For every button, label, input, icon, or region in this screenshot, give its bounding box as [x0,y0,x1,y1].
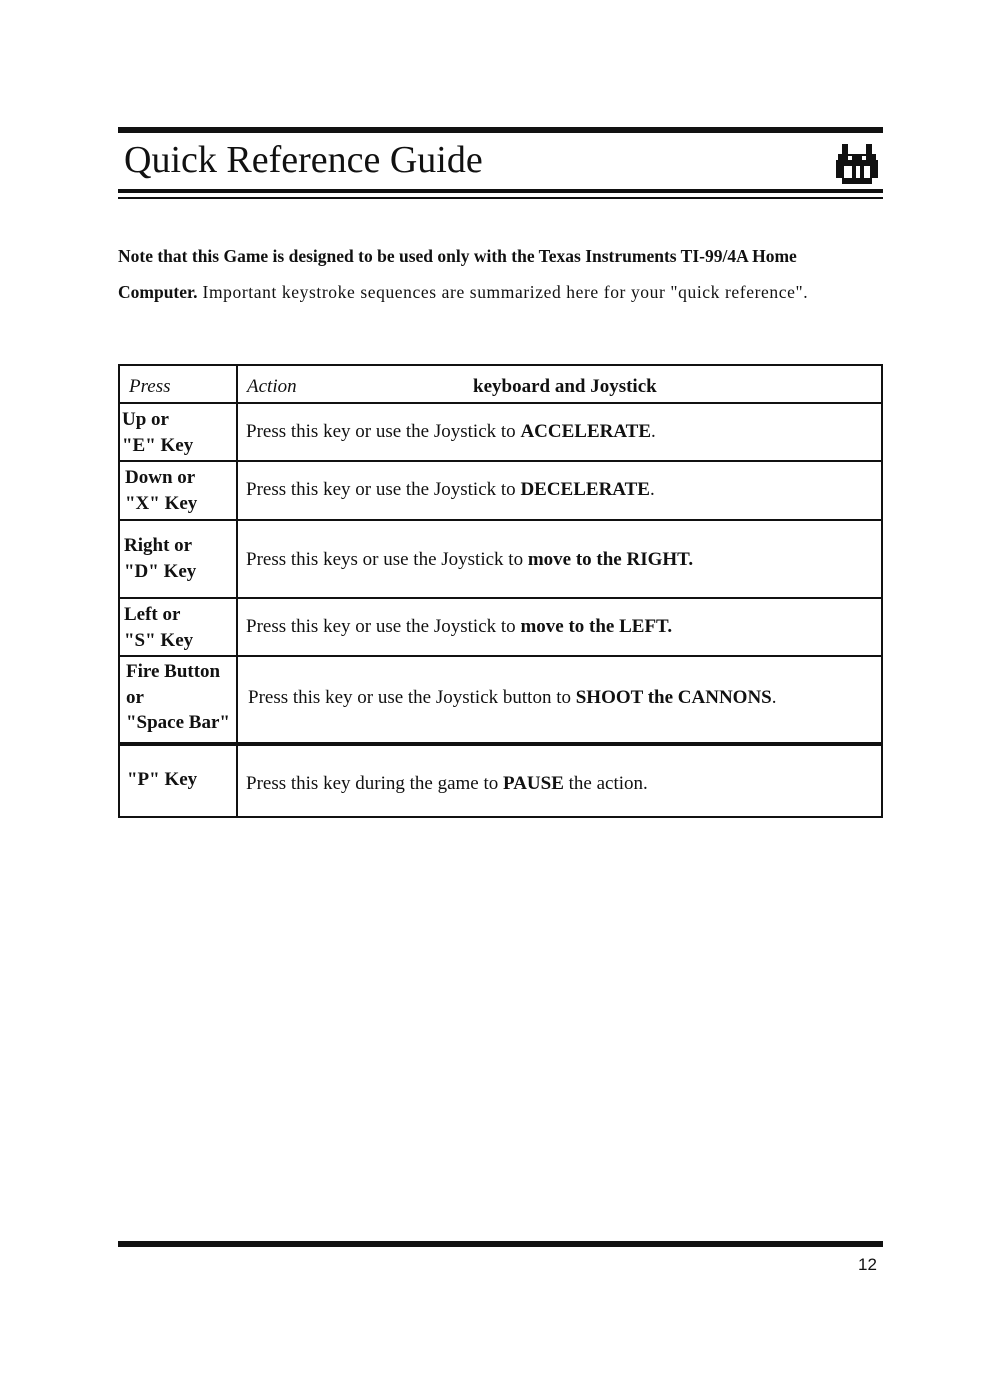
title-rule-thin [118,197,883,199]
action-cell [246,420,656,444]
key-cell [127,767,197,793]
action-cell [248,686,777,710]
action-tail: the action. [563,773,648,794]
key-line: or [126,686,144,708]
key-line: "E" Key [122,434,194,456]
table-row [120,521,881,599]
table-row [120,657,881,746]
action-emphasis: move to the RIGHT. [527,549,694,570]
table-row [120,746,881,816]
key-line: "S" Key [124,629,194,651]
key-cell [125,465,197,516]
action-text: Press this key or use the Joystick button to [248,687,576,708]
action-emphasis: move to the LEFT. [520,616,673,637]
reference-table [118,364,883,818]
key-line: Right or [124,535,193,556]
table-header-row [120,366,881,404]
key-line: Up or [122,409,169,430]
header-press: Press [129,376,171,397]
note-line-2-rest: Important keystroke sequences are summarized here for your "quick reference". [197,282,809,302]
action-text: Press this key or use the Joystick to [246,421,521,442]
bottom-rule [118,1241,883,1247]
action-text: Press this keys or use the Joystick to [246,549,528,570]
action-emphasis: DECELERATE [520,479,650,500]
helmet-logo-icon [834,142,880,188]
key-line: "Space Bar" [126,712,230,733]
table-row [120,599,881,657]
table-row [120,462,881,521]
key-line: "D" Key [124,560,197,582]
action-text: Press this key or use the Joystick to [246,616,521,637]
key-line: Fire Button [126,661,221,682]
key-cell [122,407,193,458]
action-emphasis: ACCELERATE [520,421,651,442]
key-line: Down or [125,467,196,488]
action-cell [246,615,672,639]
action-cell [246,772,648,796]
key-line: "X" Key [125,492,198,514]
top-rule [118,127,883,133]
action-text: Press this key or use the Joystick to [246,479,521,500]
action-text: Press this key during the game to [246,773,503,794]
action-cell [246,548,693,572]
key-line: "P" Key [127,769,198,790]
page-number: 12 [858,1255,877,1274]
action-tail: . [771,687,777,708]
header-keyboard-joystick: keyboard and Joystick [473,376,657,397]
action-tail: . [649,479,655,500]
key-cell [126,659,230,736]
table-row [120,404,881,462]
action-tail: . [651,421,656,442]
title-rule [118,189,883,193]
header-action: Action [247,376,297,397]
page-title: Quick Reference Guide [124,139,483,181]
action-emphasis: PAUSE [503,773,564,794]
action-emphasis: SHOOT the CANNONS [575,687,772,708]
key-cell [124,533,196,584]
key-line: Left or [124,604,181,625]
key-cell [124,602,193,653]
note-line-1: Note that this Game is designed to be used only with the Texas Instruments TI-99/4A Home [118,246,797,266]
action-cell [246,478,655,502]
note-line-2 [118,281,808,303]
note-line-2-bold: Computer. [118,282,198,302]
